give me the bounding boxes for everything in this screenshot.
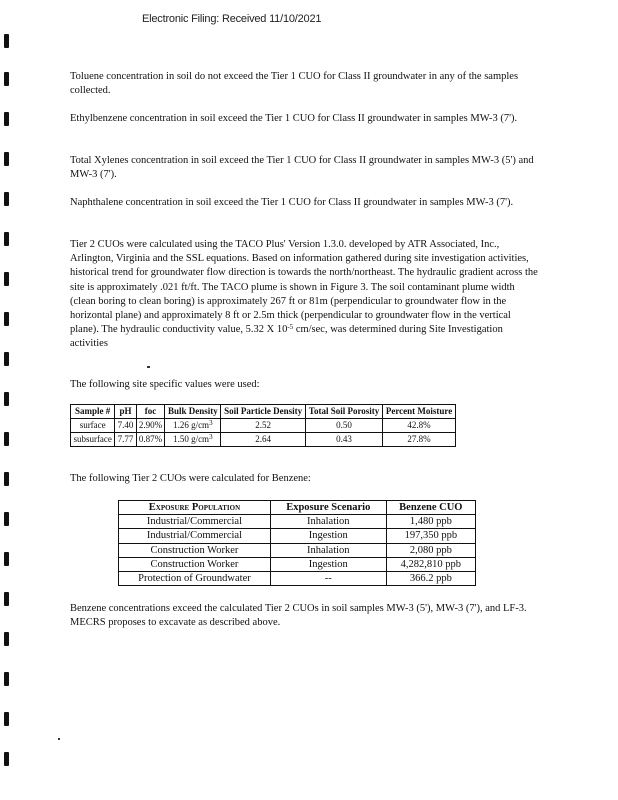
punch-hole bbox=[4, 672, 9, 686]
exponent: -5 bbox=[287, 323, 294, 332]
cell-porosity: 0.43 bbox=[305, 433, 382, 447]
bulk-exponent: 3 bbox=[209, 433, 213, 441]
cell-population: Protection of Groundwater bbox=[119, 572, 271, 586]
bulk-value: 1.50 g/cm bbox=[173, 434, 210, 444]
site-values-intro: The following site specific values were used: bbox=[70, 379, 260, 390]
cell-particle: 2.64 bbox=[221, 433, 306, 447]
col-foc: foc bbox=[136, 405, 165, 419]
col-ph: pH bbox=[115, 405, 136, 419]
cell-moisture: 42.8% bbox=[383, 419, 456, 433]
punch-hole bbox=[4, 392, 9, 406]
cell-porosity: 0.50 bbox=[305, 419, 382, 433]
naphthalene-paragraph: Naphthalene concentration in soil exceed the Tier 1 CUO for Class II groundwater in samples MW-3 (7'). bbox=[70, 197, 514, 208]
table-row bbox=[71, 433, 456, 447]
table-row bbox=[119, 572, 476, 586]
col-bulk-density: Bulk Density bbox=[165, 405, 221, 419]
table-row bbox=[119, 529, 476, 543]
punch-hole bbox=[4, 232, 9, 246]
bulk-value: 1.26 g/cm bbox=[173, 420, 210, 430]
table-header-row bbox=[71, 405, 456, 419]
table-row bbox=[119, 543, 476, 557]
cell-population: Construction Worker bbox=[119, 543, 271, 557]
punch-hole bbox=[4, 472, 9, 486]
filing-stamp: Electronic Filing: Received 11/10/2021 bbox=[142, 13, 322, 25]
cell-population: Industrial/Commercial bbox=[119, 515, 271, 529]
cell-cuo: 366.2 ppb bbox=[386, 572, 475, 586]
punch-hole bbox=[4, 592, 9, 606]
conclusion-paragraph: Benzene concentrations exceed the calculated Tier 2 CUOs in soil samples MW-3 (5'), MW-3 (7'), and LF-3. MECRS proposes to excavate as described above. bbox=[70, 603, 527, 628]
cell-population: Industrial/Commercial bbox=[119, 529, 271, 543]
col-particle-density: Soil Particle Density bbox=[221, 405, 306, 419]
benzene-cuo-table bbox=[118, 500, 476, 586]
table-row bbox=[71, 419, 456, 433]
cell-scenario: Inhalation bbox=[270, 515, 386, 529]
cell-ph: 7.40 bbox=[115, 419, 136, 433]
punch-hole bbox=[4, 712, 9, 726]
cell-moisture: 27.8% bbox=[383, 433, 456, 447]
punch-hole bbox=[4, 192, 9, 206]
punch-hole bbox=[4, 72, 9, 86]
cell-cuo: 2,080 ppb bbox=[386, 543, 475, 557]
punch-hole bbox=[4, 632, 9, 646]
col-sample: Sample # bbox=[71, 405, 115, 419]
punch-hole bbox=[4, 512, 9, 526]
xylenes-paragraph: Total Xylenes concentration in soil exceed the Tier 1 CUO for Class II groundwater in samples MW-3 (5') and MW-3 (7'). bbox=[70, 155, 534, 180]
site-values-table bbox=[70, 404, 456, 447]
col-porosity: Total Soil Porosity bbox=[305, 405, 382, 419]
cell-bulk bbox=[165, 419, 221, 433]
tier2-text-end: cm/sec, was determined during Site Investigation activities bbox=[70, 324, 503, 350]
tier2-method-paragraph bbox=[70, 238, 540, 352]
table-row bbox=[119, 557, 476, 571]
cell-particle: 2.52 bbox=[221, 419, 306, 433]
cell-sample: surface bbox=[71, 419, 115, 433]
cell-cuo: 197,350 ppb bbox=[386, 529, 475, 543]
col-moisture: Percent Moisture bbox=[383, 405, 456, 419]
cell-scenario: -- bbox=[270, 572, 386, 586]
cell-cuo: 4,282,810 ppb bbox=[386, 557, 475, 571]
cell-bulk bbox=[165, 433, 221, 447]
col-benzene-cuo: Benzene CUO bbox=[386, 501, 475, 515]
cell-scenario: Ingestion bbox=[270, 529, 386, 543]
punch-hole bbox=[4, 34, 9, 48]
cell-scenario: Inhalation bbox=[270, 543, 386, 557]
bulk-exponent: 3 bbox=[209, 419, 213, 427]
punch-hole bbox=[4, 312, 9, 326]
punch-hole bbox=[4, 112, 9, 126]
punch-hole bbox=[4, 552, 9, 566]
table-row bbox=[119, 515, 476, 529]
cell-foc: 0.87% bbox=[136, 433, 165, 447]
toluene-paragraph: Toluene concentration in soil do not exceed the Tier 1 CUO for Class II groundwater in any of the samples collected. bbox=[70, 71, 519, 96]
col-exposure-population: Exposure Population bbox=[119, 501, 271, 515]
punch-hole bbox=[4, 752, 9, 766]
col-exposure-scenario: Exposure Scenario bbox=[270, 501, 386, 515]
punch-hole bbox=[4, 152, 9, 166]
cell-sample: subsurface bbox=[71, 433, 115, 447]
ethylbenzene-paragraph: Ethylbenzene concentration in soil exceed the Tier 1 CUO for Class II groundwater in samples MW-3 (7'). bbox=[70, 113, 518, 124]
cell-scenario: Ingestion bbox=[270, 557, 386, 571]
scan-speck bbox=[58, 738, 60, 740]
scan-speck bbox=[147, 366, 150, 368]
tier2-intro: The following Tier 2 CUOs were calculated for Benzene: bbox=[70, 473, 311, 484]
punch-hole bbox=[4, 432, 9, 446]
table-header-row bbox=[119, 501, 476, 515]
cell-population: Construction Worker bbox=[119, 557, 271, 571]
cell-ph: 7.77 bbox=[115, 433, 136, 447]
tier2-text: Tier 2 CUOs were calculated using the TACO Plus' Version 1.3.0. developed by ATR Associated, Inc., Arlington, Virginia and the SSL equations. Based on information gathered during site investigation activities, historical trend for groundwater flow direction is towards the north/northeast. The hydraulic gradient across the site is approximately .021 ft/ft. The TACO plume is shown in Figure 3. The soil contaminant plume width (clean boring to clean boring) is approximately 267 ft or 81m (perpendicular to groundwater flow in the horizontal plane) and approximately 8 ft or 2.5m thick (perpendicular to groundwater flow in the vertical plane). The hydraulic conductivity value, 5.32 X 10 bbox=[70, 239, 538, 336]
cell-foc: 2.90% bbox=[136, 419, 165, 433]
punch-hole bbox=[4, 352, 9, 366]
cell-cuo: 1,480 ppb bbox=[386, 515, 475, 529]
punch-hole bbox=[4, 272, 9, 286]
